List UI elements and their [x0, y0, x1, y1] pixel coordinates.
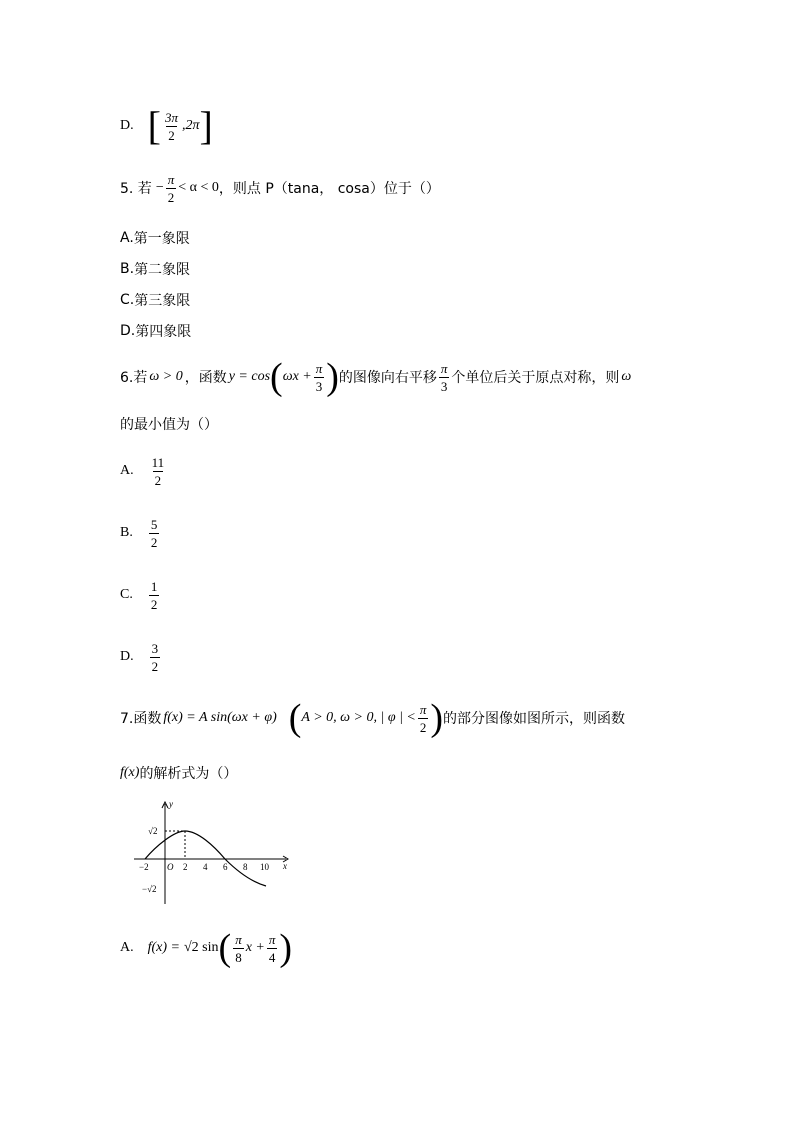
- option-text: 第四象限: [135, 324, 192, 340]
- option-d[interactable]: [120, 321, 191, 341]
- option-b[interactable]: [120, 259, 190, 279]
- option-label: B.: [120, 261, 135, 277]
- question-text: 个单位后关于原点对称，则: [451, 370, 620, 386]
- tick-label: 8: [243, 862, 248, 872]
- question-text: 的解析式为（）: [139, 766, 238, 782]
- tick-label: −√2: [142, 884, 157, 894]
- fraction-numerator: π: [235, 931, 242, 947]
- fraction-denominator: 2: [168, 127, 175, 143]
- tick-label: 6: [223, 862, 228, 872]
- fraction-numerator: 5: [150, 516, 158, 532]
- tick-label: √2: [148, 826, 158, 836]
- y-axis-label: y: [169, 799, 173, 809]
- option-label: D.: [120, 118, 134, 133]
- fraction: [418, 703, 429, 734]
- right-paren: ): [430, 697, 444, 739]
- tick-label: 2: [183, 862, 188, 872]
- left-bracket: [: [147, 103, 161, 148]
- tick-label: 4: [203, 862, 208, 872]
- omega-symbol: ω: [621, 369, 632, 384]
- option-c[interactable]: [120, 574, 161, 616]
- function-definition: f(x) = A sin(ωx + φ): [163, 710, 277, 725]
- question-text: ，函数: [184, 370, 227, 386]
- fraction: [233, 933, 244, 964]
- question-7-line2: [120, 763, 237, 783]
- fraction-denominator: 2: [150, 596, 158, 612]
- fraction: [149, 518, 160, 549]
- tick-label: −2: [139, 862, 149, 872]
- option-text: 第三象限: [134, 293, 191, 309]
- function-name: f(x): [120, 765, 140, 780]
- fraction: [149, 580, 160, 611]
- option-label: A.: [120, 463, 134, 478]
- question-6-line2: 的最小值为（）: [120, 417, 218, 433]
- left-paren: (: [288, 697, 302, 739]
- option-a[interactable]: [120, 926, 292, 970]
- inequality: < α < 0: [178, 180, 219, 195]
- condition: A > 0, ω > 0, | φ | <: [301, 710, 416, 725]
- question-6: [120, 355, 631, 399]
- question-text: 的部分图像如图所示，则函数: [443, 711, 626, 727]
- question-5: [120, 170, 440, 206]
- function-name: y = cos: [228, 369, 271, 384]
- question-text: 的图像向右平移: [338, 370, 437, 386]
- option-label: C.: [120, 587, 133, 602]
- option-label: A.: [120, 940, 134, 955]
- option-text: 第二象限: [134, 262, 191, 278]
- fraction-numerator: 11: [151, 454, 165, 470]
- function-argument: ωx +: [282, 369, 312, 384]
- interval-end: ,2π: [181, 118, 200, 133]
- question-text: ，则点 P（tana， cosa）位于（）: [218, 181, 440, 197]
- fraction-denominator: 8: [235, 949, 242, 965]
- fraction-denominator: 2: [151, 658, 159, 674]
- fraction: [439, 362, 450, 393]
- fraction-numerator: 3: [151, 640, 159, 656]
- fraction: [150, 642, 161, 673]
- option-c[interactable]: [120, 290, 190, 310]
- fraction: [166, 173, 177, 204]
- fraction-numerator: π: [440, 360, 448, 376]
- fraction-numerator: π: [167, 171, 175, 187]
- origin-label: O: [167, 862, 174, 872]
- right-paren: ): [326, 356, 339, 398]
- fraction-denominator: 2: [150, 534, 158, 550]
- option-label: B.: [120, 525, 133, 540]
- function-lhs: f(x) =: [147, 940, 180, 955]
- question-7: [120, 696, 625, 740]
- right-bracket: ]: [199, 103, 213, 148]
- fraction: [150, 456, 167, 487]
- fraction-denominator: 2: [167, 189, 175, 205]
- fraction-denominator: 2: [154, 472, 162, 488]
- fraction-numerator: π: [268, 931, 276, 947]
- left-paren: (: [270, 356, 283, 398]
- fraction-denominator: 3: [315, 378, 323, 394]
- function-argument: x +: [245, 940, 265, 955]
- tick-label: 10: [260, 862, 269, 872]
- fraction-numerator: 1: [150, 578, 158, 594]
- fraction-numerator: π: [419, 701, 427, 717]
- option-b[interactable]: [120, 512, 161, 554]
- fraction: [163, 111, 180, 142]
- option-label: C.: [120, 292, 135, 308]
- fraction-denominator: 3: [440, 378, 448, 394]
- question-number: 6.若: [120, 370, 148, 386]
- option-d[interactable]: [120, 636, 162, 678]
- option-a[interactable]: [120, 228, 190, 248]
- question-number: 5. 若: [120, 181, 152, 197]
- fraction-denominator: 4: [268, 949, 276, 965]
- fraction: [314, 362, 325, 393]
- x-axis-label: x: [283, 861, 287, 871]
- function-graph: [126, 796, 296, 908]
- fraction: [267, 933, 278, 964]
- function-coefficient: √2 sin: [184, 940, 219, 955]
- left-paren: (: [218, 927, 232, 969]
- option-text: 第一象限: [133, 231, 190, 247]
- option-label: D.: [120, 649, 134, 664]
- right-paren: ): [279, 927, 293, 969]
- option-label: D.: [120, 323, 136, 339]
- minus-sign: −: [155, 180, 164, 195]
- q4-option-d[interactable]: [120, 104, 213, 148]
- fraction-denominator: 2: [419, 719, 427, 735]
- option-a[interactable]: [120, 450, 168, 492]
- question-number: 7.函数: [120, 711, 162, 727]
- fraction-numerator: 3π: [164, 109, 178, 125]
- option-label: A.: [120, 230, 134, 246]
- condition: ω > 0: [149, 369, 183, 384]
- fraction-numerator: π: [315, 360, 323, 376]
